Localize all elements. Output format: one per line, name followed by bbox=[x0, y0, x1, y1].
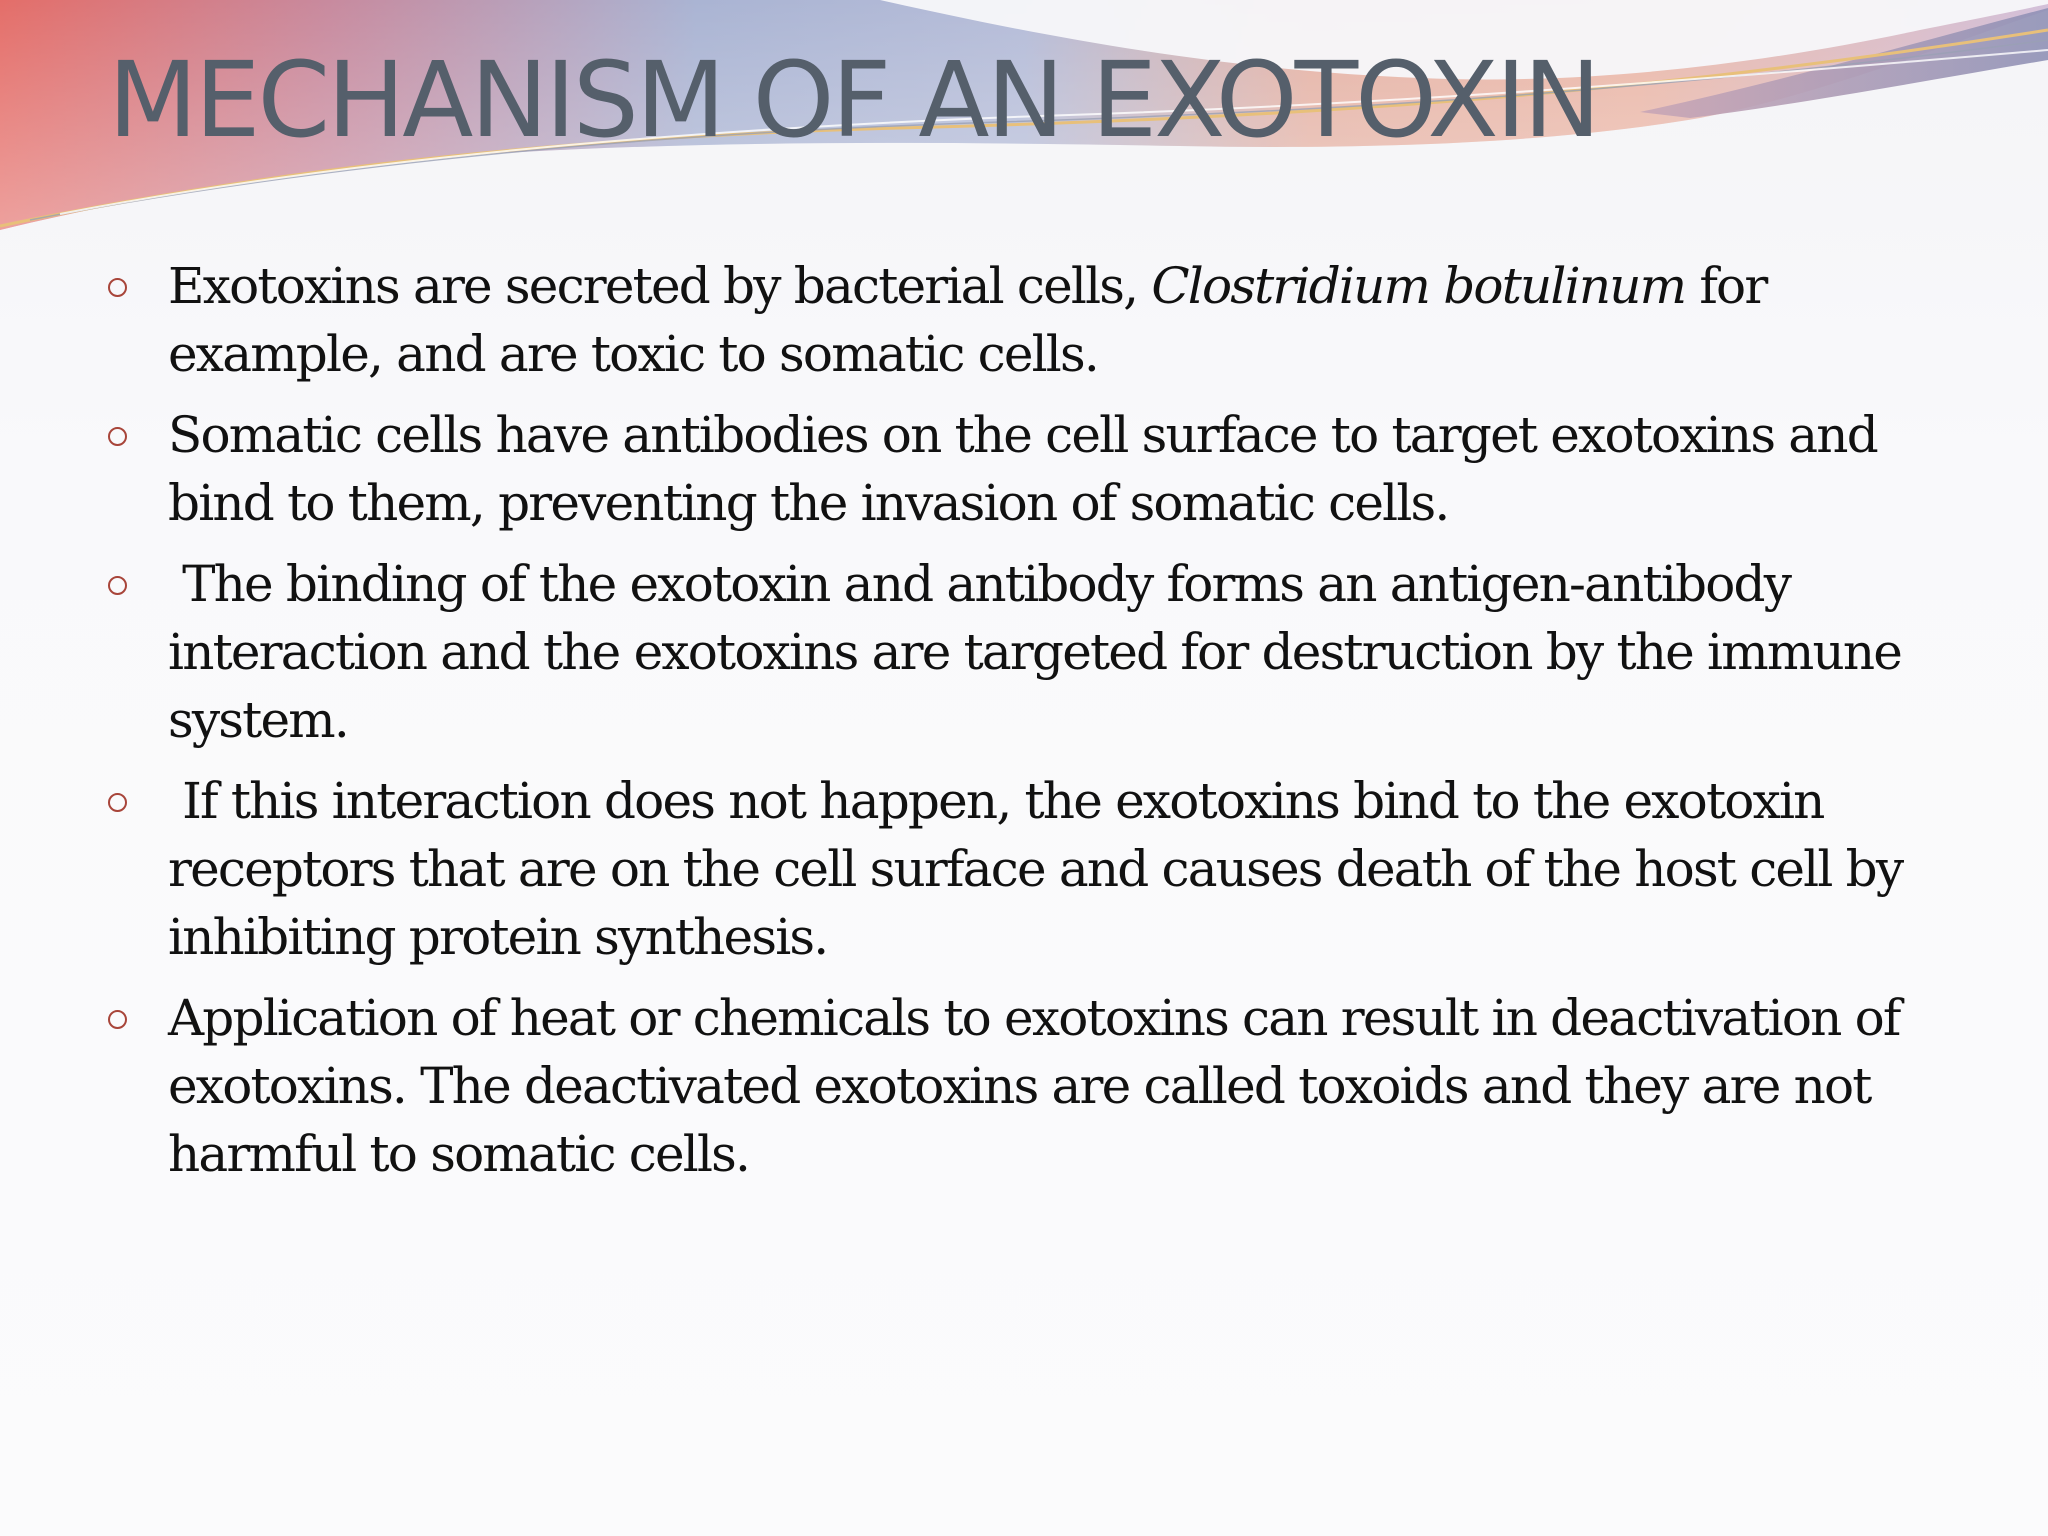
bullet-item bbox=[104, 401, 1984, 537]
bullet-text: Somatic cells have antibodies on the cell surface to target exotoxins and bind to them, preventing the invasion of somatic cells. bbox=[168, 406, 1877, 532]
circle-bullet-icon bbox=[108, 427, 127, 446]
species-name: Clostridium botulinum bbox=[1151, 257, 1686, 315]
circle-bullet-icon bbox=[108, 793, 127, 812]
bullet-text: If this interaction does not happen, the exotoxins bind to the exotoxin receptors that are on the cell surface and causes death of the host cell by inhibiting protein synthesis. bbox=[168, 772, 1917, 966]
bullet-list bbox=[104, 252, 1984, 1201]
bullet-item bbox=[104, 550, 1984, 754]
bullet-item bbox=[104, 252, 1984, 388]
circle-bullet-icon bbox=[108, 278, 127, 297]
bullet-text: Exotoxins are secreted by bacterial cells, Clostridium botulinum for example, and are toxic to somatic cells. bbox=[168, 257, 1767, 383]
bullet-item bbox=[104, 984, 1984, 1188]
slide-title: MECHANISM OF AN EXOTOXIN bbox=[108, 39, 1599, 161]
bullet-item bbox=[104, 767, 1984, 971]
bullet-text: Application of heat or chemicals to exotoxins can result in deactivation of exotoxins. The deactivated exotoxins are called toxoids and they are not harmful to somatic cells. bbox=[168, 989, 1900, 1183]
circle-bullet-icon bbox=[108, 1010, 127, 1029]
bullet-text: The binding of the exotoxin and antibody forms an antigen-antibody interaction and the exotoxins are targeted for destruction by the immune system. bbox=[168, 555, 1916, 749]
circle-bullet-icon bbox=[108, 576, 127, 595]
